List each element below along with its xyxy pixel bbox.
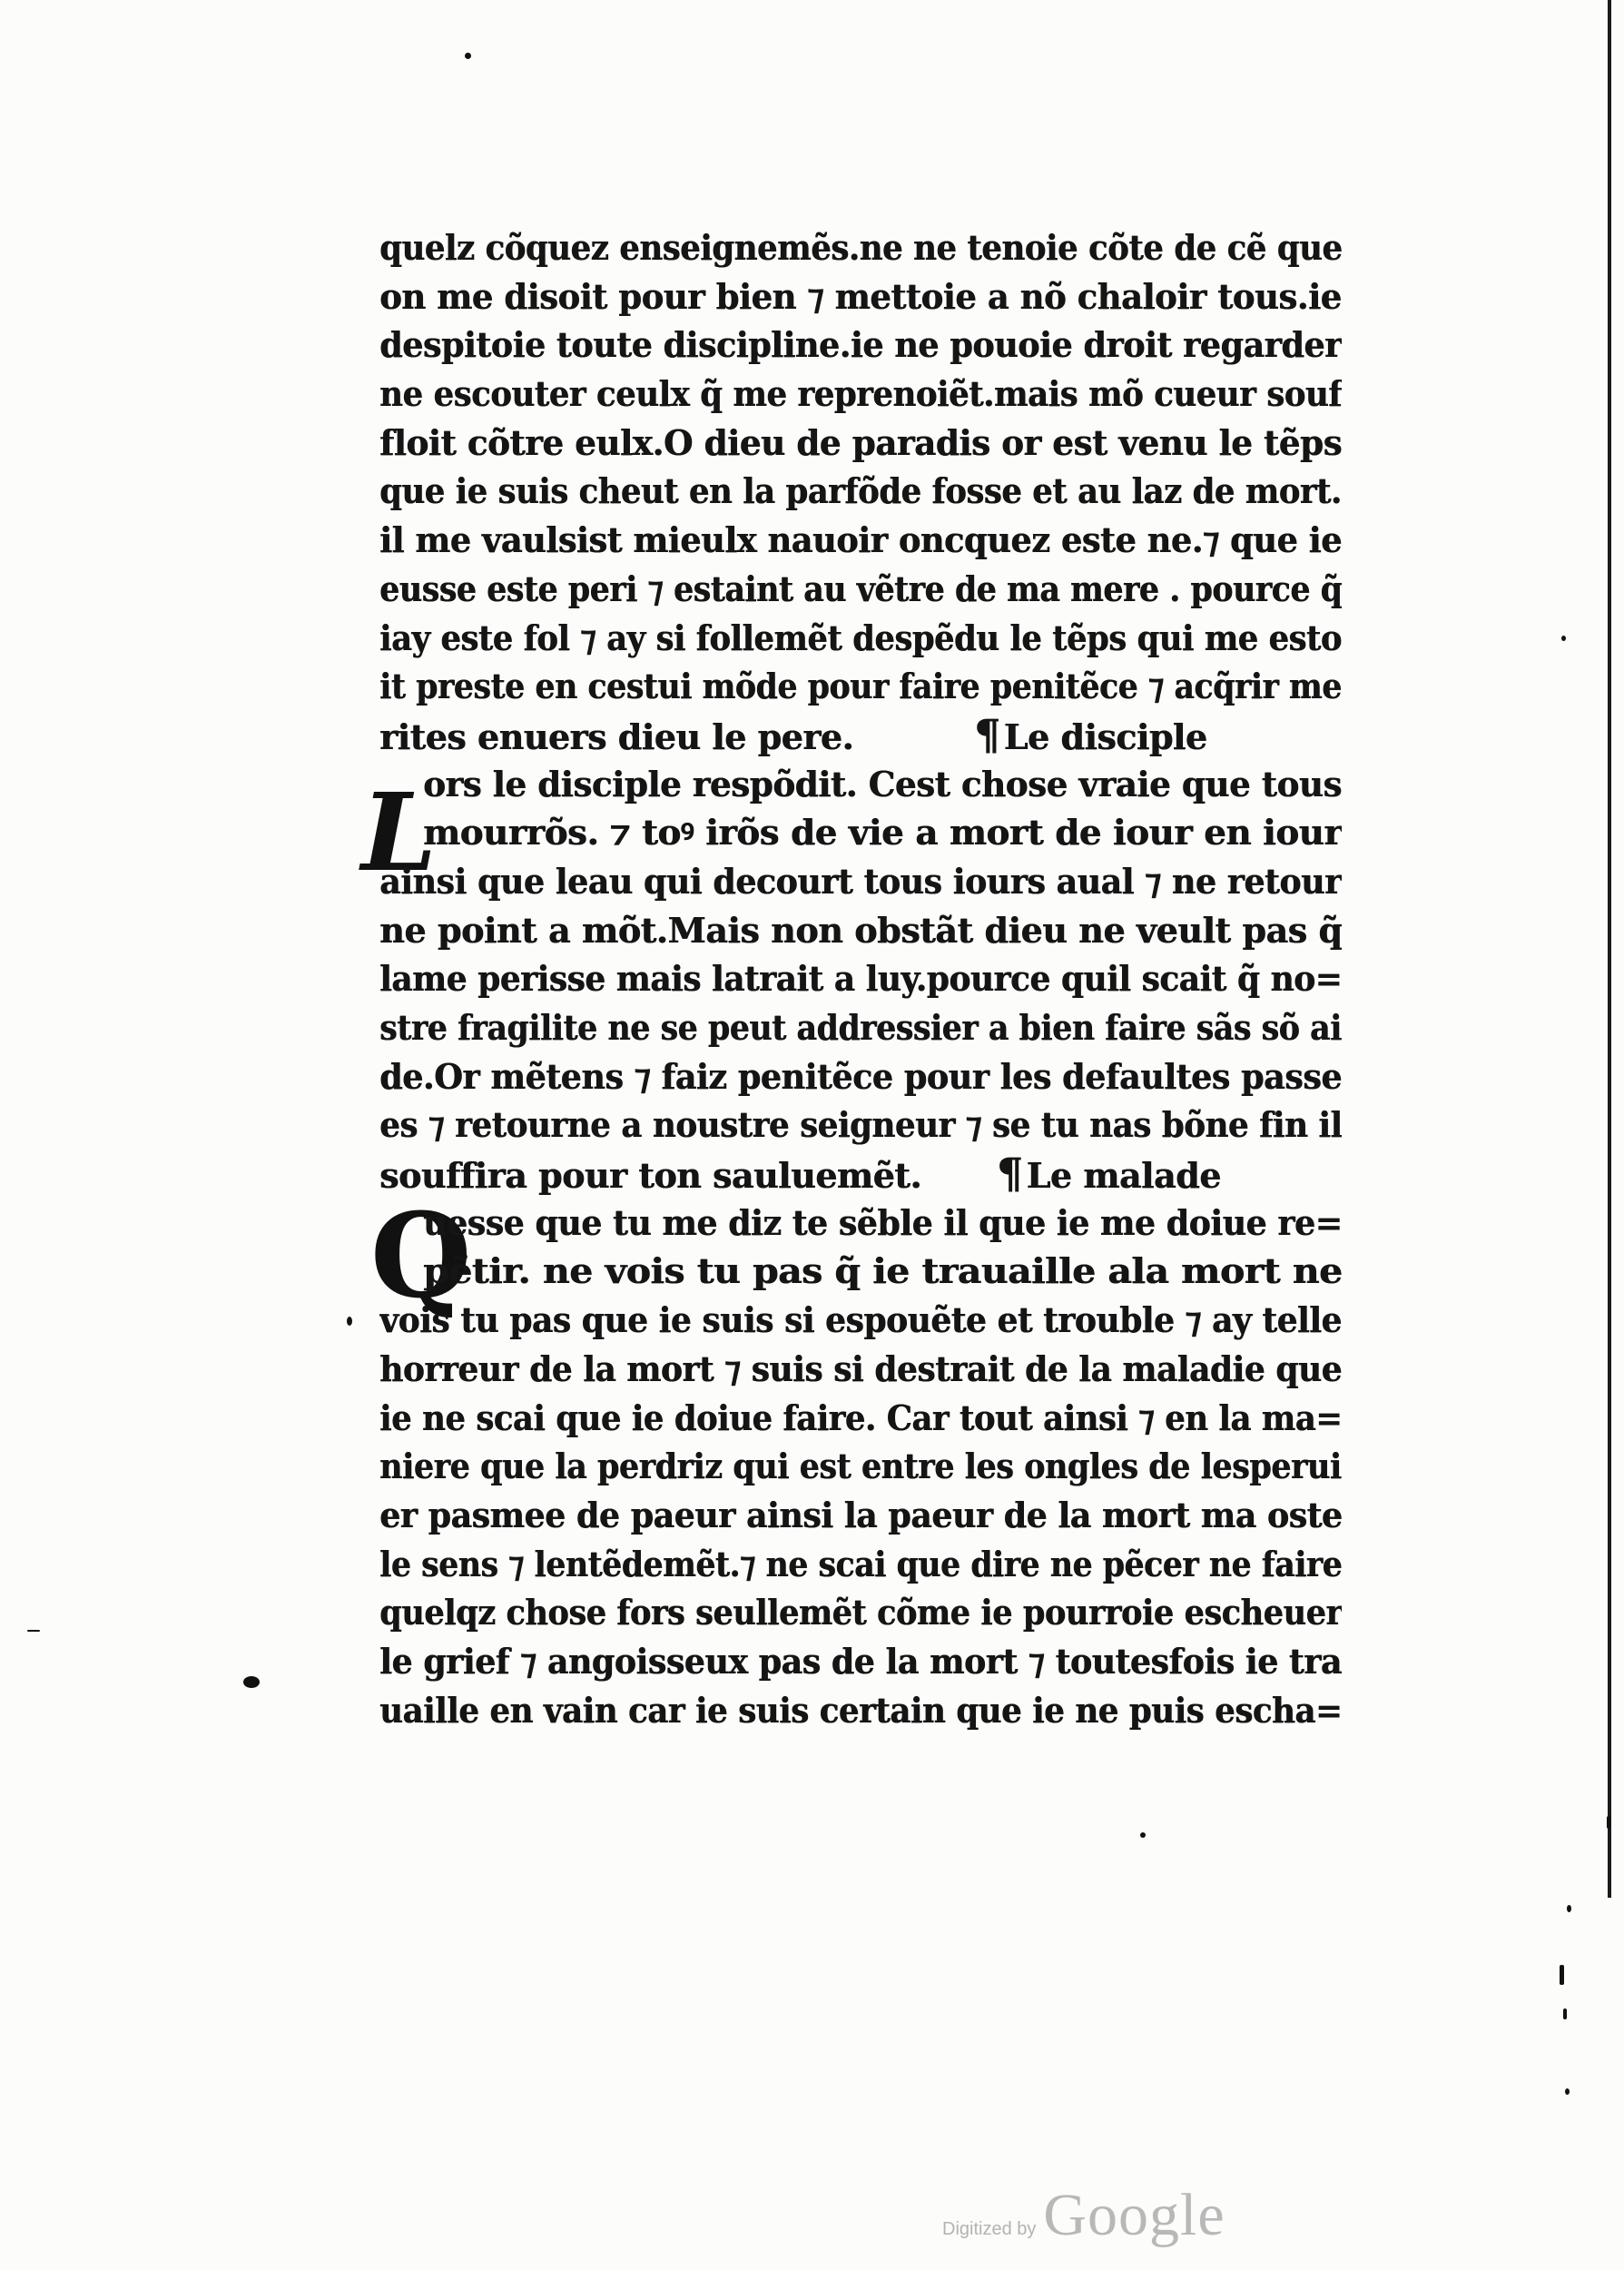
text-line: niere que la perdriz qui est entre les ongles de lesperui (379, 1446, 1342, 1487)
dust-speck (27, 1630, 40, 1632)
text-line: ainsi que leau qui decourt tous iours aual ⁊ ne retour (379, 860, 1342, 902)
digitized-by-watermark (942, 2181, 1225, 2250)
text-line: horreur de la mort ⁊ suis si destrait de la maladie que (379, 1347, 1342, 1389)
text-line: eusse este peri ⁊ estaint au vẽtre de ma mere . pource q̃ (379, 568, 1342, 609)
dust-speck (1560, 1965, 1564, 1985)
dust-speck (347, 1317, 352, 1326)
text-line: uaille en vain car ie suis certain que ie ne puis escha= (379, 1689, 1342, 1731)
text-line: uesse que tu me diz te sẽble il que ie me doiue re= (423, 1201, 1342, 1243)
text-line: il me vaulsist mieulx nauoir oncquez este ne.⁊ que ie (379, 519, 1342, 561)
text-line: on me disoit pour bien ⁊ mettoie a nõ chaloir tous.ie (379, 275, 1342, 317)
text-line: stre fragilite ne se peut addressier a bien faire sãs sõ ai (379, 1007, 1342, 1048)
dust-speck (1565, 2088, 1570, 2095)
dust-speck (243, 1676, 260, 1688)
digitized-by-label: Digitized by (942, 2219, 1037, 2239)
drop-cap-initial-l: L (361, 769, 437, 895)
text-line-with-rubric (379, 711, 1342, 760)
text-line: vois tu pas que ie suis si espouẽte et trouble ⁊ ay telle (379, 1299, 1342, 1341)
text-line: lame perisse mais latrait a luy.pource quil scait q̃ no= (379, 958, 1342, 1000)
text-line: mourrõs. ⁊ toꝰ irõs de vie a mort de iour en iour (423, 812, 1342, 854)
pilcrow-icon: ¶ (973, 710, 1000, 759)
text-line-end: souffira pour ton sauluemẽt. (379, 1155, 921, 1197)
text-line: ne escouter ceulx q̃ me reprenoiẽt.mais mõ cueur souf (379, 373, 1342, 415)
text-line: de.Or mẽtens ⁊ faiz penitẽce pour les defaultes passe (379, 1055, 1342, 1097)
text-line: ie ne scai que ie doiue faire. Car tout ainsi ⁊ en la ma= (379, 1397, 1342, 1438)
text-line: le grief ⁊ angoisseux pas de la mort ⁊ toutesfois ie tra (379, 1640, 1342, 1682)
text-line: ne point a mõt.Mais non obstãt dieu ne veult pas q̃ (379, 909, 1342, 951)
text-line: iay este fol ⁊ ay si follemẽt despẽdu le tẽps qui me esto (379, 617, 1342, 658)
rubric-heading-disciple (974, 711, 1207, 760)
text-line-end: rites enuers dieu le pere. (379, 716, 854, 757)
text-line: que ie suis cheut en la parfõde fosse et au laz de mort. (379, 470, 1342, 512)
dust-speck (465, 53, 471, 59)
text-line: er pasmee de paeur ainsi la paeur de la mort ma oste (379, 1494, 1342, 1535)
text-line: quelqz chose fors seullemẽt cõme ie pourroie escheuer (379, 1592, 1342, 1633)
rubric-heading-malade (997, 1150, 1221, 1199)
dust-speck (1561, 636, 1566, 641)
drop-cap-initial-q: Q (370, 1189, 472, 1325)
google-logo: Google (1043, 2182, 1225, 2248)
dust-speck (1140, 1832, 1146, 1838)
gothic-text-block (379, 223, 1342, 1734)
text-line: quelz cõquez enseignemẽs.ne ne tenoie cõte de cẽ que (379, 227, 1342, 268)
dust-speck (1563, 2008, 1567, 2019)
dust-speck (1567, 1905, 1571, 1912)
text-line: es ⁊ retourne a noustre seigneur ⁊ se tu nas bõne fin il (379, 1104, 1342, 1146)
text-line-with-rubric (379, 1150, 1342, 1199)
text-line: le sens ⁊ lentẽdemẽt.⁊ ne scai que dire ne pẽcer ne faire (379, 1543, 1342, 1584)
rubric-label: Le malade (1026, 1155, 1221, 1197)
dust-speck (1607, 1816, 1610, 1829)
text-line: it preste en cestui mõde pour faire penitẽce ⁊ acq̃rir me (379, 666, 1342, 707)
text-line: despitoie toute discipline.ie ne pouoie droit regarder (379, 324, 1342, 366)
text-line: floit cõtre eulx.O dieu de paradis or est venu le tẽps (379, 421, 1342, 463)
text-line: ors le disciple respõdit. Cest chose vraie que tous (423, 763, 1342, 804)
pilcrow-icon: ¶ (996, 1150, 1023, 1199)
rubric-label: Le disciple (1003, 716, 1207, 757)
text-line: pẽtir. ne vois tu pas q̃ ie trauaille ala mort ne (423, 1250, 1342, 1292)
binding-edge-line (1608, 0, 1611, 1898)
